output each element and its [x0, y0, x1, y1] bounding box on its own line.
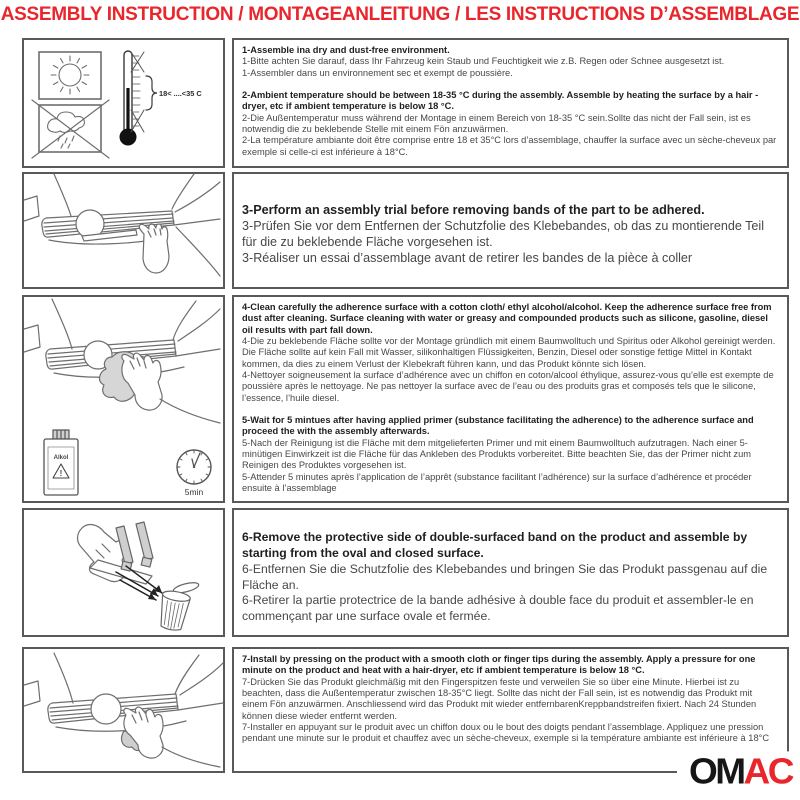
step-6-text-box	[232, 508, 789, 637]
clock-label: 5min	[184, 487, 204, 497]
step-3-illustration-box	[22, 172, 225, 289]
car-grille-peel-illustration	[24, 174, 223, 287]
thermometer-icon	[120, 51, 158, 146]
step-4-text-fr: 4-Nettoyer soigneusement la surface d’adhérence avec un chiffon en coton/alcool éthylique, assurez-vous qu’elle est exempte de poussière après le nettoyage. Ne pas nettoyer la surface avec de l’eau ou des produits gras et composés tels que le silicone, l’essence, l’huile diesel.	[242, 369, 774, 403]
car-grille-press-illustration	[24, 649, 223, 771]
step-5	[242, 415, 779, 494]
step-3-text-de: 3-Prüfen Sie vor dem Entfernen der Schutzfolie des Klebebandes, ob das zu montierende Teil für die zu beklebende Fläche vorgesehen ist.	[242, 219, 765, 250]
step-4-text-de: 4-Die zu beklebende Fläche sollte vor der Montage gründlich mit einem Baumwolltuch und Spiritus oder Alkohol gereinigt werden. Die Fläche sollte auf kein Fall mit Wasser, silikonhaltigen Flüssigkeiten, Benzin, Diesel oder sonstige fettige Mittel in Kontakt kommen, da dies zu einem Verlust der Klebekraft führen kann, und das Produkt könnte sich lösen.	[242, 335, 776, 369]
no-rain-icon	[32, 100, 109, 158]
step-6-text-fr: 6-Retirer la partie protectrice de la bande adhésive à double face du produit et assembler-le en commençant par une surface ovale et fermée.	[242, 593, 754, 624]
sun-icon	[51, 56, 89, 94]
step-4-5-illustration-box	[22, 295, 225, 503]
step-2-text-en: 2-Ambient temperature should be between 18-35 °C during the assembly. Assemble by heating the surface by a hair -dryer, etc if ambient temperature is below 18 °C.	[242, 89, 759, 112]
trash-can-icon	[157, 575, 201, 633]
step-1	[242, 45, 779, 79]
hand	[139, 224, 169, 273]
temperature-range-label: 18< ....<35 C	[159, 89, 202, 98]
step-7-text-fr: 7-Installer en appuyant sur le produit avec un chiffon doux ou le bout des doigts pendant l’assemblage. Appliquez une pression pendant une minute sur le produit et chauffez avec un sèche-cheveux, exemple si la température ambiante est inférieure à 18°C	[242, 721, 770, 744]
step-6-illustration-box	[22, 508, 225, 637]
step-5-text-de: 5-Nach der Reinigung ist die Fläche mit dem mitgelieferten Primer und mit einem Baumwolltuch aufzutragen. Nach einer 5-minütigen Einwirkzeit ist die Fläche für das Ankleben des Produkts vorbereitet. Bitte beachten Sie, das der Primer nicht zum Reinigen des Produktes vorgesehen ist.	[242, 437, 751, 471]
step-3-text-box	[232, 172, 789, 289]
step-2-text-fr: 2-La température ambiante doit être comprise entre 18 et 35°C lors d’assemblage, chauffer la surface avec un sèche-cheveux par exemple si celle-ci est inférieure à 18°C.	[242, 135, 777, 157]
omac-logo-om: OM	[688, 751, 744, 792]
omac-logo	[677, 751, 792, 791]
step-3	[242, 202, 779, 266]
page-title: ASSEMBLY INSTRUCTION / MONTAGEANLEITUNG / LES INSTRUCTIONS D’ASSEMBLAGE	[0, 4, 800, 25]
step-5-text-fr: 5-Attender 5 minutes après l’application de l’apprêt (substance facilitant l’adhérence) sur la surface d’adhérence et procéder ensuite à l’assemblage	[242, 471, 752, 493]
brace	[146, 76, 157, 110]
step-1-text-en: 1-Assemble ina dry and dust-free environment.	[242, 45, 450, 55]
alcohol-bottle-icon	[44, 430, 78, 495]
step-7	[242, 654, 779, 745]
discard-tapes-trash-illustration	[24, 510, 223, 635]
step-4-text-en: 4-Clean carefully the adherence surface with a cotton cloth/ ethyl alcohol/alcohol. Keep the adherence surface free from dust after cleaning. Surface cleaning with water or greasy and compounded products such as silicone, gasoline, diesel oil results with part fall down.	[242, 302, 772, 335]
step-1-2-text-box	[232, 38, 789, 168]
step-3-text-en: 3-Perform an assembly trial before removing bands of the part to be adhered.	[242, 203, 705, 217]
step-6-text-de: 6-Entfernen Sie die Schutzfolie des Klebebandes und bringen Sie das Produkt passgenau auf die Fläche an.	[242, 561, 768, 592]
step-5-text-en: 5-Wait for 5 mintues after having applied primer (substance facilitating the adherence) to the adherence surface and proceed the with the assembly afterwards.	[242, 414, 754, 437]
alcohol-bottle-label: Alkol	[53, 455, 69, 461]
step-1-2-illustration-box	[22, 38, 225, 168]
five-minute-clock-icon	[177, 450, 211, 484]
step-4-5-text-box	[232, 295, 789, 503]
warning-exclamation: !	[59, 469, 63, 478]
hand	[122, 353, 162, 410]
step-7-text-en: 7-Install by pressing on the product with a smooth cloth or finger tips during the assembly. Apply a pressure for one minute on the product and heat with a hair-dryer, etc if ambient temperature is below 18 °C.	[242, 654, 756, 676]
car-grille-clean-illustration	[24, 297, 223, 501]
step-2	[242, 90, 779, 158]
step-1-text-fr: 1-Assembler dans un environnement sec et exempt de poussière.	[242, 67, 513, 78]
step-6	[242, 530, 779, 625]
omac-logo-ac: AC	[743, 751, 792, 792]
step-1-text-de: 1-Bitte achten Sie darauf, dass Ihr Fahrzeug kein Staub und Feuchtigkeit wie z.B. Regen oder Schnee ausgesetzt ist.	[242, 56, 725, 67]
step-7-illustration-box	[22, 647, 225, 773]
step-3-text-fr: 3-Réaliser un essai d’assemblage avant de retirer les bandes de la pièce à coller	[242, 251, 693, 266]
environment-temperature-illustration	[24, 40, 223, 166]
hand	[124, 707, 163, 758]
step-7-text-de: 7-Drücken Sie das Produkt gleichmäßig mit den Fingerspitzen feste und verweilen Sie so über eine Minute. Hierbei ist zu beachten, dass die Außentemperatur zwischen 18-35°C liegt. Sollte das nicht der Fall sein, ist es notwendig das Produkt mit einem Fön anzuwärmen. Anschliessend wird das Produkt mit wieder entfernbarenKreppbandstreifen fixiert. Nach 24 Stunden können diese wieder entfernt werden.	[242, 676, 757, 721]
protective-band	[136, 522, 153, 560]
step-6-text-en: 6-Remove the protective side of double-surfaced band on the product and assemble by starting from the oval and closed surface.	[242, 530, 748, 560]
step-4	[242, 302, 779, 404]
step-2-text-de: 2-Die Außentemperatur muss während der Montage in einem Bereich von 18-35 °C sein.Sollte das nicht der Fall sein, ist es notwendig die zu beklebende Stelle mit einem Fön anzuwärmen.	[242, 112, 751, 134]
